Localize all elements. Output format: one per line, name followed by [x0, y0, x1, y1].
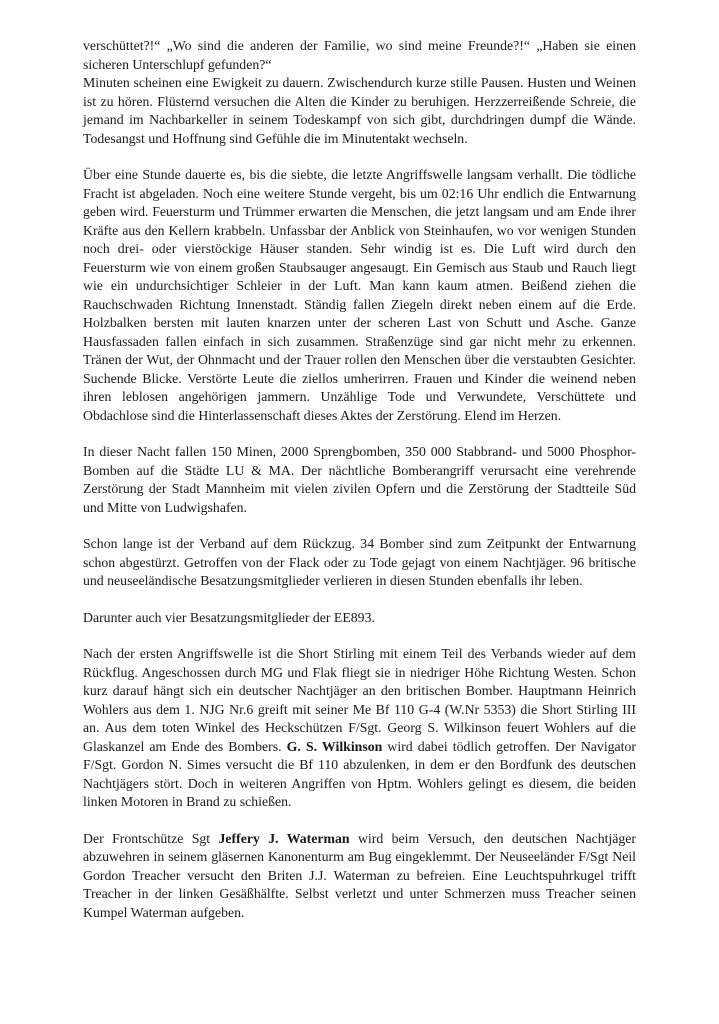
paragraph-7-name-wilkinson: G. S. Wilkinson	[286, 738, 383, 754]
paragraph-5-text: Schon lange ist der Verband auf dem Rückzug. 34 Bomber sind zum Zeitpunkt der Entwarnung schon abgestürzt. Getroffen von der Flack oder zu Tode gejagt von einem Nachtjäger. 96 britische und neuseeländische Besatzungsmitglieder verlieren in diesen Stunden ebenfalls ihr leben.	[83, 536, 636, 588]
paragraph-3-text: Über eine Stunde dauerte es, bis die siebte, die letzte Angriffswelle langsam verhallt. Die tödliche Fracht ist abgeladen. Noch eine weitere Stunde vergeht, bis um 02:16 Uhr endlich die Entwarnung geben wird. Feuersturm und Trümmer erwarten die Menschen, die jetzt langsam und am Ende ihrer Kräfte aus den Kellern krabbeln. Unfassbar der Anblick von Steinhaufen, wo vor wenigen Stunden noch drei- oder vierstöckige Häuser standen. Sehr windig ist es. Die Luft wird durch den Feuersturm wie von einem großen Staubsauger angesaugt. Ein Gemisch aus Staub und Rauch liegt wie ein undurchsichtiger Schleier in der Luft. Man kann kaum atmen. Beißend ziehen die Rauchschwaden Richtung Innenstadt. Ständig fallen Ziegeln direkt neben einem auf die Erde. Holzbalken bersten mit lauten knarzen unter der scheren Last von Schutt und Asche. Ganze Hausfassaden fallen einfach in sich zusammen. Straßenzüge sind gar nicht mehr zu erkennen. Tränen der Wut, der Ohnmacht und der Trauer rollen den Menschen über die verstaubten Gesichter. Suchende Blicke. Verstörte Leute die ziellos umherirren. Frauen und Kinder die weinend neben ihren leblosen angehörigen jammern. Unzählige Tode und Verwundete, Verschüttete und Obdachlose sind die Hinterlassenschaft dieses Aktes der Zerstörung. Elend im Herzen.	[83, 167, 636, 423]
paragraph-spacer	[83, 812, 636, 830]
paragraph-4	[83, 443, 636, 517]
paragraph-spacer	[83, 148, 636, 166]
paragraph-8-text-b: wird beim Versuch, den deutschen Nachtjäger abzuwehren in seinem gläsernen Kanonenturm am Bug eingeklemmt. Der Neuseeländer F/Sgt Neil Gordon Treacher versucht den Briten J.J. Waterman zu befreien. Eine Leuchtspuhrkugel trifft Treacher in der linken Gesäßhälfte. Selbst verletzt und unter Schmerzen muss Treacher seinen Kumpel Waterman aufgeben.	[83, 830, 636, 920]
paragraph-1-text: verschüttet?!“ „Wo sind die anderen der Familie, wo sind meine Freunde?!“ „Haben sie einen sicheren Unterschlupf gefunden?“	[83, 38, 636, 72]
paragraph-8-name-waterman: Jeffery J. Waterman	[218, 830, 350, 846]
paragraph-1	[83, 37, 636, 74]
paragraph-7-text-b: wird dabei tödlich getroffen. Der Navigator F/Sgt. Gordon N. Simes versucht die Bf 110 abzulenken, in dem er den Bordfunk des deutschen Nachtjägers stört. Doch in weiteren Angriffen von Hptm. Wohlers gelingt es diesem, die beiden linken Motoren in Brand zu schießen.	[83, 738, 636, 809]
paragraph-8-text-a: Der Frontschütze Sgt	[83, 830, 219, 846]
paragraph-spacer	[83, 425, 636, 443]
paragraph-4-text: In dieser Nacht fallen 150 Minen, 2000 Sprengbomben, 350 000 Stabbrand- und 5000 Phosphor- Bomben auf die Städte LU & MA. Der nächtliche Bomberangriff verursacht eine verehrende Zerstörung der Stadt Mannheim mit vielen zivilen Opfern und die Zerstörung der Stadtteile Süd und Mitte von Ludwigshafen.	[83, 444, 636, 515]
paragraph-5	[83, 535, 636, 591]
paragraph-spacer	[83, 627, 636, 645]
paragraph-spacer	[83, 517, 636, 535]
paragraph-2	[83, 74, 636, 148]
paragraph-6-text: Darunter auch vier Besatzungsmitglieder der EE893.	[83, 609, 375, 625]
paragraph-2-text: Minuten scheinen eine Ewigkeit zu dauern. Zwischendurch kurze stille Pausen. Husten und Weinen ist zu hören. Flüsternd versuchen die Alten die Kinder zu beruhigen. Herzzerreißende Schreie, die jemand im Nachbarkeller in seinem Todeskampf von sich gibt, durchdringen dumpf die Wände. Todesangst und Hoffnung sind Gefühle die im Minutentakt wechseln.	[83, 75, 636, 146]
paragraph-7-text-a: Nach der ersten Angriffswelle ist die Short Stirling mit einem Teil des Verbands wieder auf dem Rückflug. Angeschossen durch MG und Flak fliegt sie in niedriger Höhe Richtung Westen. Schon kurz darauf hängt sich ein deutscher Nachtjäger an den britischen Bomber. Hauptmann Heinrich Wohlers aus dem 1. NJG Nr.6 greift mit seiner Me Bf 110 G-4 (W.Nr 5353) die Short Stirling III an. Aus dem toten Winkel des Heckschützen F/Sgt. Georg S. Wilkinson feuert Wohlers auf die Glaskanzel am Ende des Bombers.	[83, 646, 636, 754]
paragraph-8	[83, 830, 636, 923]
paragraph-6	[83, 609, 636, 628]
paragraph-3	[83, 166, 636, 425]
paragraph-7	[83, 645, 636, 812]
paragraph-spacer	[83, 591, 636, 609]
